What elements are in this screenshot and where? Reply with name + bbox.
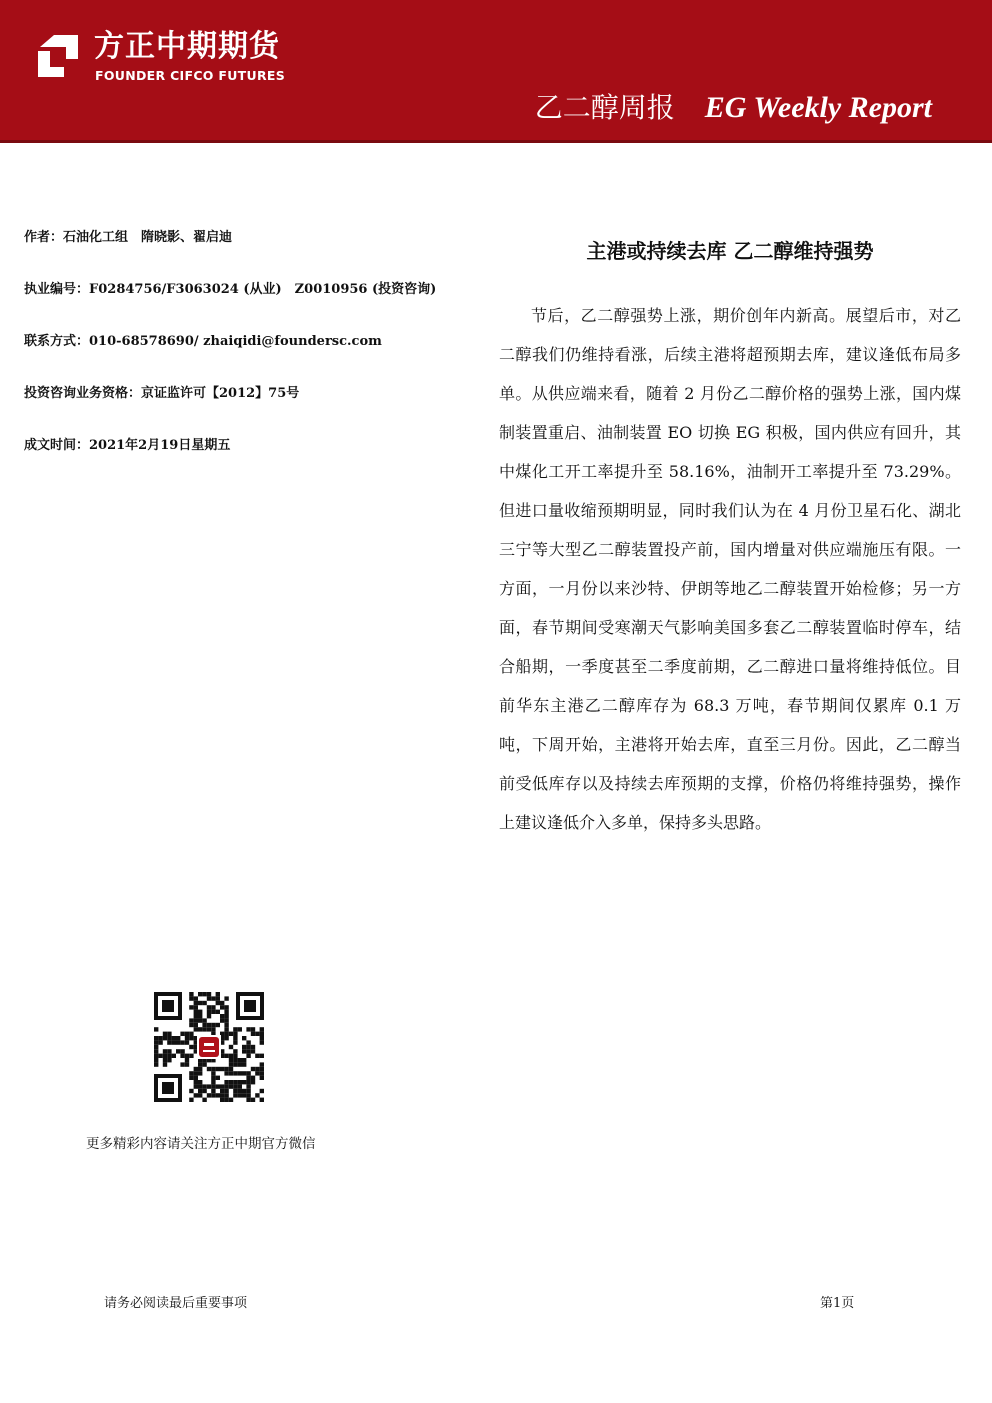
header-band	[0, 0, 992, 143]
founder-cifco-logo-icon	[36, 33, 82, 79]
article-body: 节后，乙二醇强势上涨，期价创年内新高。展望后市，对乙二醇我们仍维持看涨，后续主港将超预期去库，建议逢低布局多单。从供应端来看，随着 2 月份乙二醇价格的强势上涨，国内煤制装置重启、油制装置 EO 切换 EG 积极，国内供应有回升，其中煤化工开工率提升至 58.16%，油制开工率提升至 73.29%。但进口量收缩预期明显，同时我们认为在 4 月份卫星石化、湖北三宁等大型乙二醇装置投产前，国内增量对供应端施压有限。一方面，一月份以来沙特、伊朗等地乙二醇装置开始检修；另一方面，春节期间受寒潮天气影响美国多套乙二醇装置临时停车，结合船期，一季度甚至二季度前期，乙二醇进口量将维持低位。目前华东主港乙二醇库存为 68.3 万吨，春节期间仅累库 0.1 万吨，下周开始，主港将开始去库，直至三月份。因此，乙二醇当前受低库存以及持续去库预期的支撑，价格仍将维持强势，操作上建议逢低介入多单，保持多头思路。	[499, 306, 961, 832]
contact-line[interactable]: 联系方式：010-68578690/ zhaiqidi@foundersc.com	[24, 334, 382, 349]
report-title	[535, 90, 932, 130]
author-line: 作者：石油化工组 隋晓影、翟启迪	[24, 230, 233, 245]
article-title: 主港或持续去库 乙二醇维持强势	[586, 239, 874, 263]
logo-english-name: FOUNDER CIFCO FUTURES	[95, 68, 286, 83]
date-line: 成文时间：2021年2月19日星期五	[24, 438, 231, 453]
license-number-line: 执业编号：F0284756/F3063024 (从业) Z0010956 (投资咨询)	[24, 282, 437, 297]
report-title-english: EG Weekly Report	[704, 91, 932, 124]
report-title-chinese: 乙二醇周报	[534, 91, 675, 124]
report-metadata	[24, 228, 464, 488]
qr-caption: 更多精彩内容请关注方正中期官方微信	[86, 1136, 316, 1152]
page-number: 第1页	[820, 1296, 855, 1311]
qualification-line: 投资咨询业务资格：京证监许可【2012】75号	[24, 386, 300, 401]
qr-code-icon	[154, 992, 264, 1102]
footer-disclaimer-note: 请务必阅读最后重要事项	[104, 1296, 248, 1311]
logo-chinese-name: 方正中期期货	[94, 29, 280, 64]
